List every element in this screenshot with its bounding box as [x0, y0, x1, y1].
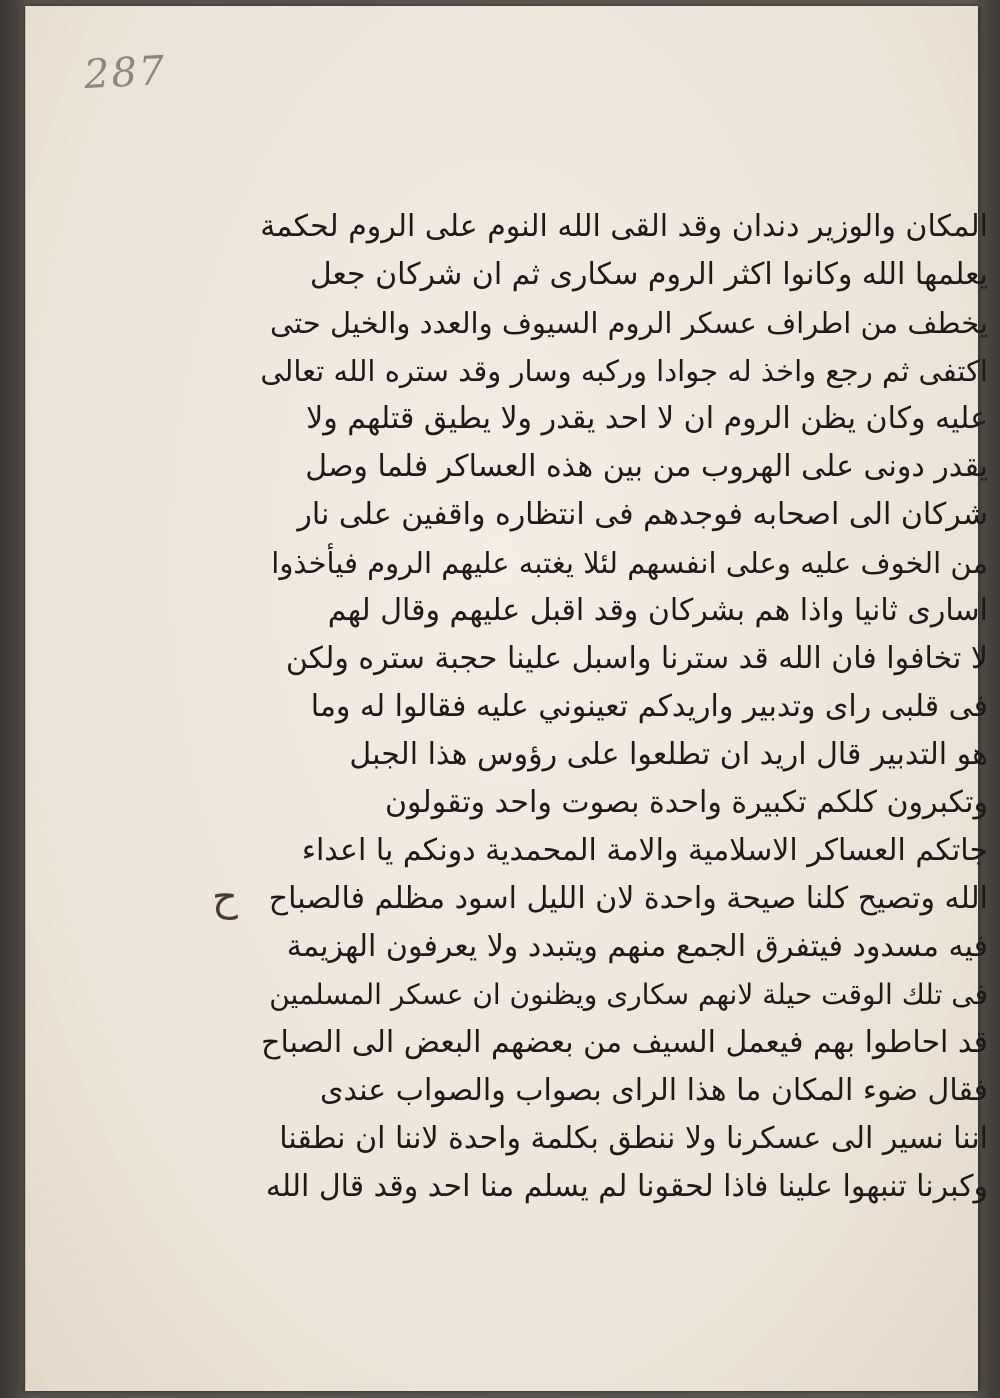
text-line: فيه مسدود فيتفرق الجمع منهم ويتبدد ولا يعرفون الهزيمة — [286, 929, 988, 964]
text-line: فقال ضوء المكان ما هذا الراى بصواب والصواب عندى — [319, 1073, 988, 1108]
text-line: لا تخافوا فان الله قد سترنا واسبل علينا حجبة ستره ولكن — [285, 641, 988, 676]
manuscript-page — [25, 6, 988, 1391]
text-line: فى قلبى راى وتدبير واريدكم تعينوني عليه فقالوا له وما — [310, 689, 988, 724]
text-line: اكتفى ثم رجع واخذ له جوادا وركبه وسار وقد ستره الله تعالى — [260, 354, 988, 388]
text-block — [248, 206, 988, 1216]
text-line: هو التدبير قال اريد ان تطلعوا على رؤوس هذا الجبل — [349, 737, 988, 772]
text-line: قد احاطوا بهم فيعمل السيف من بعضهم البعض الى الصباح — [261, 1025, 988, 1060]
text-line: من الخوف عليه وعلى انفسهم لئلا يغتبه عليهم الروم فيأخذوا — [271, 546, 988, 580]
text-line: الله وتصيح كلنا صيحة واحدة لان الليل اسود مظلم فالصباح — [268, 881, 988, 916]
text-line: شركان الى اصحابه فوجدهم فى انتظاره واقفين على نار — [297, 497, 988, 532]
folio-number: 287 — [82, 47, 168, 99]
text-line: اننا نسير الى عسكرنا ولا ننطق بكلمة واحدة لاننا ان نطقنا — [279, 1121, 988, 1156]
text-line: فى تلك الوقت حيلة لانهم سكارى ويظنون ان عسكر المسلمين — [269, 978, 988, 1011]
text-line: وكبرنا تنبهوا علينا فاذا لحقونا لم يسلم منا احد وقد قال الله — [265, 1169, 988, 1204]
text-line: المكان والوزير دندان وقد القى الله النوم على الروم لحكمة — [260, 209, 988, 244]
text-line: وتكبرون كلكم تكبيرة واحدة بصوت واحد وتقولون — [384, 785, 988, 820]
text-line: اسارى ثانيا واذا هم بشركان وقد اقبل عليهم وقال لهم — [327, 593, 988, 628]
text-line: يخطف من اطراف عسكر الروم السيوف والعدد والخيل حتى — [269, 306, 988, 340]
margin-note: ح — [212, 874, 238, 920]
text-line: يقدر دونى على الهروب من بين هذه العساكر فلما وصل — [305, 449, 988, 484]
text-line: عليه وكان يظن الروم ان لا احد يقدر ولا يطيق قتلهم ولا — [306, 401, 988, 436]
text-line: جاتكم العساكر الاسلامية والامة المحمدية دونكم يا اعداء — [301, 833, 988, 868]
text-line: يعلمها الله وكانوا اكثر الروم سكارى ثم ان شركان جعل — [309, 257, 988, 292]
